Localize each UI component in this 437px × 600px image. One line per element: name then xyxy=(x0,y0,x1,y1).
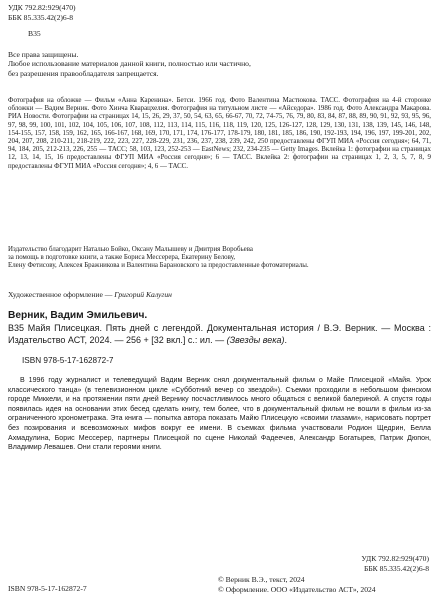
thanks-line: за помощь в подготовке книги, а также Бориса Мессерера, Екатерину Белову, xyxy=(8,254,236,262)
bibliographic-record xyxy=(8,323,431,346)
photo-credits: Фотография на обложке — Фильм «Анна Каренина». Бетси. 1966 год. Фото Валентина Мастюкова. ТАСС. Фотография на 4-й сторонке обложки — Вадим Верник. Фото Хинча Кварацхелия. Фотография на титульном листе — «Айседора». 1986 год. Фото Александра Макарова. РИА Новости. Фотографии на страницах 14, 15, 26, 29, 37, 50, 54, 63, 65, 66-67, 70, 72, 74-75, 76, 79, 80, 83, 84, 87, 88, 89, 90, 91, 92, 93, 95, 96, 97, 98, 99, 100, 101, 102, 104, 105, 106, 107, 108, 112, 113, 114, 115, 116, 118, 119, 120, 125, 126-127, 128, 129, 130, 131, 138, 139, 145, 146, 148, 154-155, 157, 158, 159, 162, 165, 166-167, 168, 169, 170, 171, 174, 176-177, 178-179, 180, 181, 185, 186, 190, 192-193, 194, 196, 197, 199-201, 202, 204, 207, 208, 210-211, 218-219, 222, 223, 227, 228-229, 231, 236, 237, 238, 239, 242, 250 предоставлены ФГУП МИА «Россия сегодня»; 64, 71, 94, 184, 205, 212-213, 226, 255 — ТАСС; 58, 103, 123, 252-253 — EastNews; 232, 234-235 — Getty Images. Вклейка 1: фотографии на страницах 12, 13, 14, 15, 16 предоставлены ФГУП МИА «Россия сегодня»; 6 — ТАСС. Вклейка 2: фотографии на страницах 1, 2, 3, 5, 7, 8, 9 предоставлены ФГУП МИА «Россия сегодня»; 4, 6 — ТАСС. xyxy=(8,97,431,170)
isbn-record: ISBN 978-5-17-162872-7 xyxy=(22,356,114,365)
footer-isbn: ISBN 978-5-17-162872-7 xyxy=(8,584,87,593)
bib-entry: В35 Майя Плисецкая. Пять дней с легендой. Документальная история / В.Э. Верник. — Москва : Издательство АСТ, 2024. — 256 + [32 вкл.] с.: ил. — xyxy=(8,323,431,345)
rights-notice xyxy=(8,50,428,78)
design-credit xyxy=(8,290,172,299)
design-label: Художественное оформление — xyxy=(8,290,115,299)
bib-end: . xyxy=(284,334,287,345)
top-bbk: ББК 85.335.42(2)6-8 xyxy=(8,13,74,22)
bib-series: (Звезды века) xyxy=(226,334,285,345)
copyright-text: © Верник В.Э., текст, 2024 xyxy=(218,575,305,584)
acknowledgements xyxy=(8,246,431,271)
thanks-line: Издательство благодарит Наталью Бойко, Оксану Малышеву и Дмитрия Воробьева xyxy=(8,246,253,253)
rights-line: Все права защищены. xyxy=(8,50,79,59)
top-udk: УДК 792.82:929(470) xyxy=(8,3,76,12)
designer-name: Григорий Калугин xyxy=(114,290,172,299)
author-heading: Верник, Вадим Эмильевич. xyxy=(8,310,148,321)
copyright-design: © Оформление. ООО «Издательство АСТ», 2024 xyxy=(218,585,376,594)
bottom-udk: УДК 792.82:929(470) xyxy=(361,554,429,563)
rights-line: Любое использование материалов данной книги, полностью или частично, xyxy=(8,59,251,69)
bottom-bbk: ББК 85.335.42(2)6-8 xyxy=(363,564,429,573)
thanks-line: Елену Фетисову, Алексея Бражникова и Валентина Барановского за предоставленные фотоматериалы. xyxy=(8,262,309,270)
top-author-code: В35 xyxy=(28,29,41,38)
rights-line: без разрешения правообладателя запрещается. xyxy=(8,68,159,78)
annotation-text: В 1996 году журналист и телеведущий Вадим Верник снял документальный фильм о Майе Плисецкой «Майя. Урок классического танца» (в телевизионном цикле «Субботний вечер со звездой»). Съемки проходили в небольшом финском городе Миккели, и на протяжении пяти дней Вернику посчастливилось много общаться с великой балериной. А спустя годы появилась идея на основании этих бесед сделать книгу, тем более, что в документальный фильм не вошли в фильм из-за ограниченного хронометража. Эта книга — попытка автора показать Майю Плисецкую «своими глазами», нарисовать портрет без позирования и всевозможных мифов вокруг ее имени. В съемках фильма участвовали Родион Щедрин, Белла Ахмадулина, Борис Мессерер, партнеры Плисецкой по сцене Николай Фадеечев, Александр Богатырев, Патрик Дюпон, Владимир Левашев. Они стали героями книги. xyxy=(8,376,431,452)
annotation xyxy=(8,376,431,453)
